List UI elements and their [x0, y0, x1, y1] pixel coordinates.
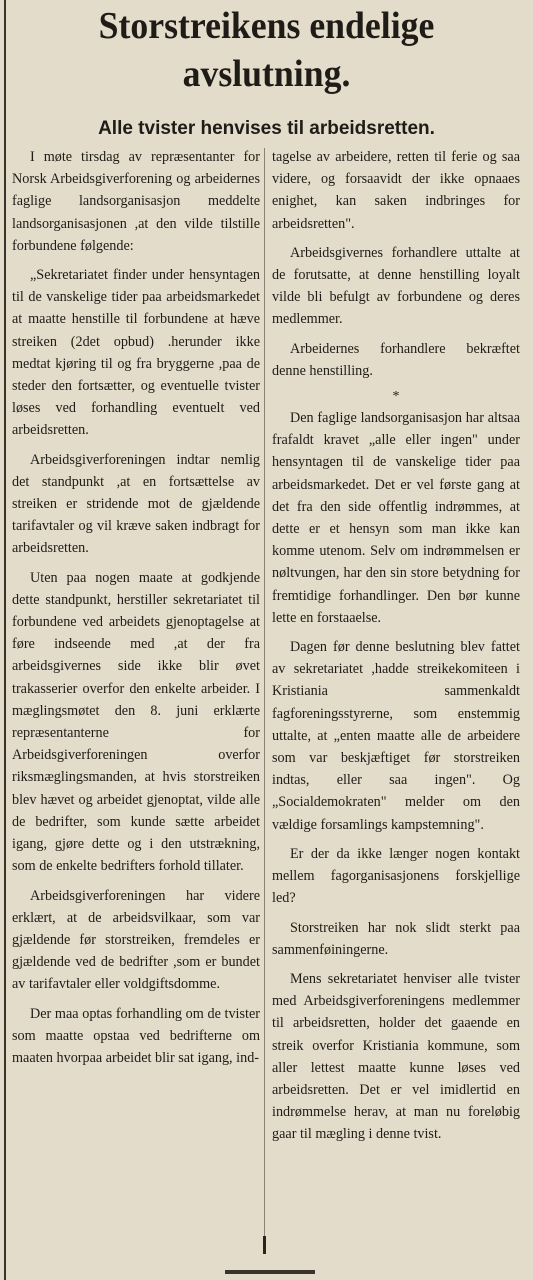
bottom-rule	[225, 1270, 315, 1274]
paragraph: Arbeidernes forhandlere bekræftet denne henstilling.	[272, 340, 520, 379]
paragraph: Der maa optas forhandling om de tvister som maatte opstaa ved bedrifterne om maaten hvorpaa arbeidet blir sat igang, ind-	[12, 1005, 260, 1066]
paragraph: Er der da ikke længer nogen kontakt mellem fagorganisasjonens forskjellige led?	[272, 845, 520, 907]
column-divider	[264, 148, 265, 1248]
article-subheadline: Alle tvister henvises til arbeidsretten.	[98, 118, 435, 139]
paragraph: Arbeidsgivernes forhandlere uttalte at de forutsatte, at denne henstilling loyalt vilde bli befulgt av forbundene og deres medlemmer.	[272, 244, 520, 328]
paragraph: Uten paa nogen maate at godkjende dette standpunkt, herstiller sekretariatet til forbundene ved arbeidets gjenoptagelse at føre indseende med ,at der fra arbeidsgivernes side ikke blir øvet trakasserier overfor den enkelte arbeider. I mæglingsmøtet den 8. juni erklærte repræsentanterne for Arbeidsgiverforeningen overfor riksmæglingsmanden, at hvis storstreiken blev hævet og arbeidet gjenoptat, vilde alle de bedrifter, som kunde sætte arbeidet igang, gjøre dette og i den utstrækning, som de enkelte bedrifters forhold tillater.	[12, 569, 260, 875]
section-separator-star: *	[392, 389, 400, 405]
paragraph: „Sekretariatet finder under hensyntagen til de vanskelige tider paa arbeidsmarkedet at maatte henstille til forbundene at hæve streiken (2det opbud) .herunder ikke medtat kjøring til og fra bryggerne ,paa de steder den fortsætter, og eventuelle tvister løses ved forhandling eventuelt ved arbeidsretten.	[12, 267, 260, 439]
article-headline	[25, 2, 507, 98]
paragraph: Mens sekretariatet henviser alle tvister med Arbeidsgiverforeningens medlemmer til arbeidsretten, holder det gaaende en streik overfor Kristiania kommune, som aller lettest maatte kunne løses ved arbeidsretten. Det er vel imidlertid en indrømmelse herav, at man nu foreløbig gaar til mægling i denne tvist.	[272, 970, 520, 1143]
paragraph: tagelse av arbeidere, retten til ferie og saa videre, og forsaavidt der ikke opnaaes enighet, kan saken indbringes for arbeidsretten".	[272, 149, 520, 232]
headline-line-2: avslutning.	[182, 53, 351, 95]
paragraph: Arbeidsgiverforeningen indtar nemlig det standpunkt ,at en fortsættelse av streiken er stridende mot de gjældende tarifavtaler og vil kræve saken indbragt for arbeidsretten.	[12, 451, 260, 557]
paragraph: Arbeidsgiverforeningen har videre erklært, at de arbeidsvilkaar, som var gjældende før storstreiken, fremdeles er gjældende ved de bedrifter ,som er bundet av tarifavtaler eller voldgiftsdomme.	[12, 887, 260, 993]
right-column	[272, 146, 520, 1153]
left-column	[12, 146, 260, 1076]
left-border-rule	[4, 0, 6, 1280]
paragraph: Dagen før denne beslutning blev fattet av sekretariatet ,hadde streikekomiteen i Kristiania sammenkaldt fagforeningsstyrerne, som enstemmig uttalte, at „enten maatte alle de arbeidere som var beskjæftiget før storstreiken indtas, eller saa ingen". Og „Socialdemokraten" melder om den vældige forsamlings kampstemning".	[272, 639, 520, 833]
paragraph: I møte tirsdag av repræsentanter for Norsk Arbeidsgiverforening og arbeidernes faglige landsorganisasjon meddelte landsorganisasjonen ,at den vilde tilstille forbundene følgende:	[12, 149, 260, 254]
column-divider-mark	[263, 1236, 266, 1254]
paragraph: Storstreiken har nok slidt sterkt paa sammenføiningerne.	[272, 919, 520, 958]
headline-line-1: Storstreikens endelige	[98, 5, 435, 47]
paragraph: Den faglige landsorganisasjon har altsaa frafaldt kravet „alle eller ingen" under hensyntagen til de vanskelige tider paa arbeidsmarkedet. Det er vel første gang at det fra den side offentlig indrømmes, at dette er et hensyn som man ikke kan komme utenom. Selv om indrømmelsen er nøltvungen, har den sin store betydning for fremtidige forhandlinger. Den bør kunne lette en forstaaelse.	[272, 410, 520, 626]
